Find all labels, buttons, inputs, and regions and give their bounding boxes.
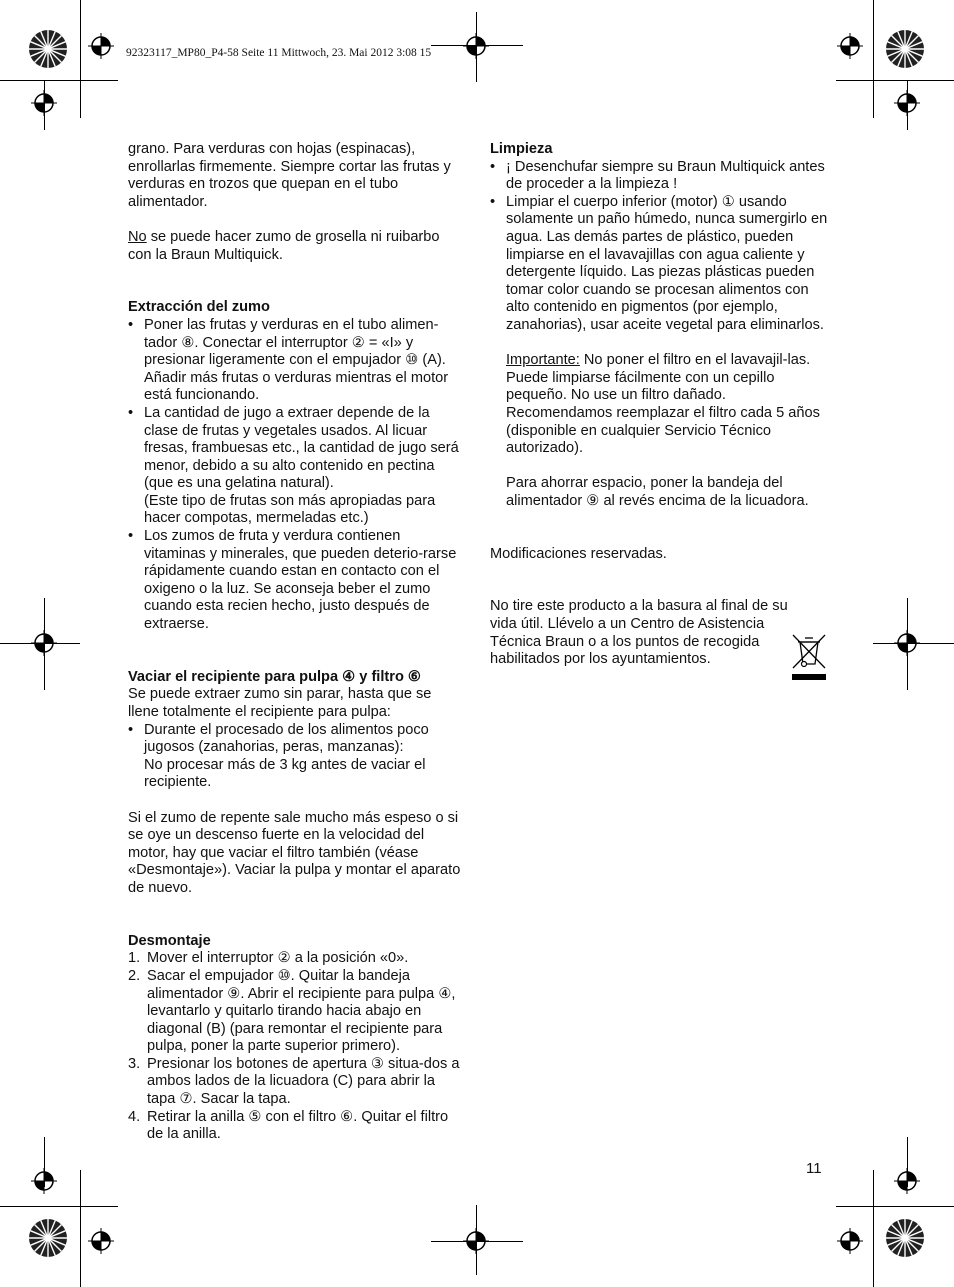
no-word: No xyxy=(128,228,147,245)
list-item-text: Durante el procesado de los alimentos poco jugosos (zanahorias, peras, manzanas): xyxy=(144,721,429,756)
list-item-note: No procesar más de 3 kg antes de vaciar el recipiente. xyxy=(144,756,426,791)
list-item: • ¡ Desenchufar siempre su Braun Multiquick antes de proceder a la limpieza ! xyxy=(490,159,828,194)
registration-mark-icon xyxy=(894,1168,920,1194)
list-item xyxy=(128,722,464,792)
intro-paragraph: grano. Para verduras con hojas (espinacas), enrollarlas firmemente. Siempre cortar las frutas y verduras en trozos que quepan en el tubo alimentador. xyxy=(128,141,451,210)
registration-mark-icon xyxy=(88,33,114,59)
right-column xyxy=(490,141,828,669)
list-item xyxy=(128,405,464,528)
disassembly-steps xyxy=(128,950,464,1144)
crop-line xyxy=(836,1206,954,1207)
extraction-list xyxy=(128,317,464,634)
step-text: Mover el interruptor ② a la posición «0». xyxy=(147,950,409,967)
modifications-note: Modificaciones reservadas. xyxy=(490,545,667,562)
registration-mark-icon xyxy=(837,33,863,59)
step-number: 2. xyxy=(128,967,141,984)
list-item xyxy=(490,194,828,511)
step-item xyxy=(128,1109,464,1144)
step-text: Retirar la anilla ⑤ con el filtro ⑥. Quitar el filtro de la anilla. xyxy=(147,1108,449,1143)
registration-mark-icon xyxy=(88,1228,114,1254)
registration-mark-icon xyxy=(31,630,57,656)
star-target-icon xyxy=(28,29,68,69)
step-number: 1. xyxy=(128,950,141,967)
registration-mark-icon xyxy=(837,1228,863,1254)
section-heading-cleaning: Limpieza xyxy=(490,141,553,157)
crop-line xyxy=(873,0,874,118)
print-slug: 92323117_MP80_P4-58 Seite 11 Mittwoch, 23. Mai 2012 3:08 15 xyxy=(126,47,432,59)
registration-mark-icon xyxy=(463,33,489,59)
registration-mark-icon xyxy=(31,90,57,116)
empty-paragraph: Si el zumo de repente sale mucho más espeso o si se oye un descenso fuerte en la velocidad del motor, hay que vaciar el filtro también (véase «Desmontaje»). Vaciar la pulpa y montar el aparato de nuevo. xyxy=(128,809,461,896)
empty-list xyxy=(128,722,464,792)
step-item xyxy=(128,1056,464,1109)
star-target-icon xyxy=(885,29,925,69)
crop-line xyxy=(80,1170,81,1287)
registration-mark-icon xyxy=(894,90,920,116)
step-number: 4. xyxy=(128,1108,141,1125)
section-heading-empty: Vaciar el recipiente para pulpa ④ y filtro ⑥ xyxy=(128,668,422,685)
list-item-text: Limpiar el cuerpo inferior (motor) ① usando solamente un paño húmedo, nunca sumergirlo en agua. Las demás partes de plástico, pueden limpiarse en el lavavajillas con agua caliente y detergente líquido. Las piezas plásticas pueden tomar color cuando se procesan alimentos con alto contenido en pigmentos (por ejemplo, zanahorias), usar aceite vegetal para eliminarlos. xyxy=(506,193,828,333)
warning-text: se puede hacer zumo de grosella ni ruibarbo con la Braun Multiquick. xyxy=(128,228,440,263)
star-target-icon xyxy=(28,1218,68,1258)
step-item xyxy=(128,950,464,968)
list-item: • Los zumos de fruta y verdura contienen vitaminas y minerales, que pueden deterio-rarse rápidamente cuando estan en contacto con el oxigeno o la luz. Se aconseja beber el zumo cuando esta recien hecho, justo después de extraerse. xyxy=(128,528,464,634)
step-number: 3. xyxy=(128,1055,141,1072)
crop-line xyxy=(0,1206,118,1207)
section-heading-extraction: Extracción del zumo xyxy=(128,299,270,316)
registration-mark-icon xyxy=(463,1228,489,1254)
crop-line xyxy=(0,80,118,81)
step-text: Sacar el empujador ⑩. Quitar la bandeja alimentador ⑨. Abrir el recipiente para pulpa ④, levantarlo y quitarlo tirando hacia abajo en diagonal (B) (para remontar el recipiente para pulpa, poner la parte superior primero). xyxy=(147,967,456,1055)
warning-paragraph xyxy=(128,229,464,264)
left-column xyxy=(128,141,464,1144)
crop-line xyxy=(873,1170,874,1287)
registration-mark-icon xyxy=(31,1168,57,1194)
list-item: • Poner las frutas y verduras en el tubo alimen-tador ⑧. Conectar el interruptor ② = «I» y presionar ligeramente con el empujador ⑩ (A). Añadir más frutas o verduras mientras el motor está funcionando. xyxy=(128,317,464,405)
list-item-note: (Este tipo de frutas son más apropiadas para hacer compotas, mermeladas etc.) xyxy=(144,492,436,527)
empty-intro: Se puede extraer zumo sin parar, hasta que se llene totalmente el recipiente para pulpa: xyxy=(128,686,432,720)
crossed-out-wheelie-bin-icon xyxy=(792,634,826,682)
section-heading-disassembly: Desmontaje xyxy=(128,932,211,949)
step-text: Presionar los botones de apertura ③ situa-dos a ambos lados de la licuadora (C) para abrir la tapa ⑦. Sacar la tapa. xyxy=(147,1055,460,1108)
space-note: Para ahorrar espacio, poner la bandeja del alimentador ⑨ al revés encima de la licuadora. xyxy=(506,475,809,509)
step-item xyxy=(128,968,464,1056)
page-number: 11 xyxy=(806,1160,822,1177)
crop-line xyxy=(836,80,954,81)
cleaning-list xyxy=(490,159,828,511)
star-target-icon xyxy=(885,1218,925,1258)
important-label: Importante: xyxy=(506,352,580,369)
crop-line xyxy=(80,0,81,118)
disposal-note: No tire este producto a la basura al final de su vida útil. Llévelo a un Centro de Asistencia Técnica Braun o a los puntos de recogida habilitados por los ayuntamientos. xyxy=(490,598,788,668)
list-item-text: La cantidad de jugo a extraer depende de la clase de frutas y vegetales usados. Al licuar fresas, frambuesas etc., la cantidad de jugo será menor, debido a su alto contenido en pectina (que es una gelatina natural). xyxy=(144,404,459,492)
registration-mark-icon xyxy=(894,630,920,656)
important-text: No poner el filtro en el lavavajil-las. Puede limpiarse fácilmente con un cepillo pequeño. No use un filtro dañado. Recomendamos reemplazar el filtro cada 5 años (disponible en cualquier Servicio Técnico autorizado). xyxy=(506,352,820,457)
